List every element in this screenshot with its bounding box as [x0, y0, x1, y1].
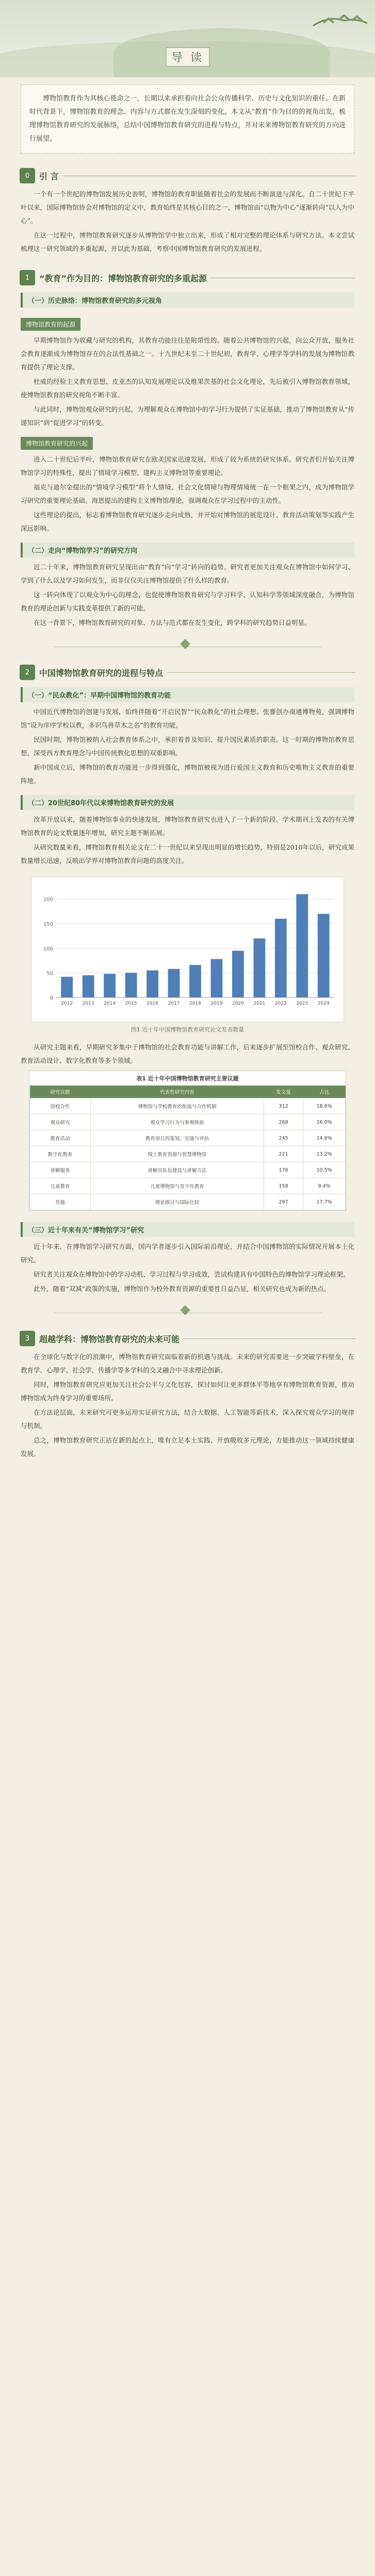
bar [61, 977, 73, 997]
paragraph: 此外，随着“双减”政策的实施，博物馆作为校外教育资源的重要性日益凸显，相关研究也成为新的热点。 [34, 1285, 331, 1293]
section-divider [54, 1309, 322, 1316]
paragraph: 这一转向体现了以观众为中心的理念，也促使博物馆教育研究与学习科学、认知科学等领域深度融合，为博物馆教育的理论创新与实践变革提供了新的可能。 [21, 591, 354, 612]
table-row [30, 1194, 346, 1210]
table-cell: 儿童教育 [30, 1178, 91, 1194]
paragraph: 进入二十世纪后半叶，博物馆教育研究在欧美国家迅速发展，形成了较为系统的研究体系。研究者们开始关注博物馆学习的特殊性，提出了情境学习模型、建构主义博物馆等重要理论。 [21, 455, 354, 477]
subsection-title: （三）近十年来有关“博物馆学习”研究 [21, 1222, 354, 1237]
chart-caption: 图1 近十年中国博物馆教育研究论文发表数量 [131, 1026, 244, 1033]
table-cell: 博物馆与学校教育的衔接与合作机制 [90, 1098, 264, 1114]
table-cell: 221 [264, 1146, 303, 1162]
table-row [30, 1098, 346, 1114]
table-cell: 245 [264, 1130, 303, 1146]
table-row [30, 1162, 346, 1178]
intro-box: 博物馆教育作为其核心使命之一，长期以来承担着向社会公众传播科学、历史与文化知识的重任。在新时代背景下，博物馆教育的理念、内容与方式都在发生深刻的变化，本文从“教育”作为目的的视角出发，梳理博物馆教育研究的发展脉络，总结中国博物馆教育研究的进程与特点，并对未来博物馆教育研究的方向进行展望。 [21, 84, 354, 154]
x-tick-label: 2019 [210, 1001, 223, 1006]
bar [211, 959, 223, 997]
table-cell: 176 [264, 1162, 303, 1178]
x-tick-label: 2024 [317, 1001, 330, 1006]
x-tick-label: 2023 [296, 1001, 308, 1006]
bar [318, 914, 330, 997]
table-row [30, 1178, 346, 1194]
table-cell: 13.2% [303, 1146, 346, 1162]
x-tick-label: 2018 [189, 1001, 201, 1006]
table-cell: 线上教育资源与智慧博物馆 [90, 1146, 264, 1162]
paragraph: 杜威的经验主义教育思想、皮亚杰的认知发展理论以及维果茨基的社会文化理论，先后被引入博物馆教育领域，使博物馆教育的研究视角不断丰富。 [21, 378, 354, 399]
section-1-title: 1 “教育”作为目的：博物馆教育研究的多重起源 [20, 270, 355, 285]
paragraph: 改革开放以来，随着博物馆事业的快速发展，博物馆教育研究也进入了一个新的阶段。学术期刊上发表的有关博物馆教育的论文数量逐年增加，研究主题不断拓展。 [21, 816, 354, 837]
x-tick-label: 2022 [274, 1001, 287, 1006]
table-cell: 数字化教育 [30, 1146, 91, 1162]
x-tick-label: 2020 [232, 1001, 244, 1006]
paragraph: 福克与迪尔金提出的“情境学习模型”将个人情境、社会文化情境与物理情境统一在一个框架之内，成为博物馆学习研究的重要理论基础。海恩提出的建构主义博物馆理论，强调观众在学习过程中的主动性。 [21, 483, 354, 504]
subsection-title: （一）历史脉络：博物馆教育研究的多元视角 [21, 293, 354, 308]
y-tick-label: 100 [43, 946, 53, 952]
topic-tag: 博物馆教育研究的兴起 [21, 437, 93, 450]
bar [275, 919, 287, 997]
table-cell: 其他 [30, 1194, 91, 1210]
paragraph: 总之，博物馆教育研究正站在新的起点上，唯有立足本土实践、开放吸收多元理论，方能推动这一领域持续健康发展。 [21, 1436, 354, 1458]
table-cell: 9.4% [303, 1178, 346, 1194]
table-cell: 理论探讨与国际比较 [90, 1194, 264, 1210]
table-header: 发文量 [264, 1086, 303, 1098]
paragraph: 从研究主题来看，早期研究多集中于博物馆的社会教育功能与讲解工作，后来逐步扩展至馆校合作、观众研究、教育活动设计、数字化教育等多个领域。 [21, 1043, 354, 1064]
y-tick-label: 150 [43, 921, 53, 927]
subsection-title: （二）20世纪80年代以来博物馆教育研究的发展 [21, 795, 354, 810]
header-title: 导 读 [166, 47, 209, 66]
paragraph: 中国近代博物馆的创建与发展，始终伴随着“开启民智”“民众教化”的社会理想。张謇创办南通博物苑，强调博物馆“设为庠序学校以教，多识鸟兽草木之名”的教育功能。 [21, 708, 354, 729]
table-header: 代表性研究内容 [90, 1086, 264, 1098]
x-tick-label: 2015 [125, 1001, 137, 1006]
x-tick-label: 2021 [253, 1001, 266, 1006]
table-header: 研究议题 [30, 1086, 91, 1098]
x-tick-label: 2013 [82, 1001, 94, 1006]
paragraph: 民国时期，博物馆被纳入社会教育体系之中，承担着普及知识、提升国民素质的职责。这一时期的博物馆教育思想，深受西方教育理念与中国传统教化思想的双重影响。 [21, 736, 354, 757]
bar [83, 975, 94, 997]
paragraph: 同时，博物馆教育研究应更加关注社会公平与文化包容，探讨如何让更多群体平等地享有博物馆教育资源，推动博物馆成为终身学习的重要场所。 [21, 1381, 354, 1402]
table-row [30, 1130, 346, 1146]
bar-chart-svg [36, 882, 339, 1015]
section-0-title: 0 引 言 [20, 168, 355, 183]
paragraph: 在全球化与数字化的浪潮中，博物馆教育研究面临着新的机遇与挑战。未来的研究需要进一步突破学科壁垒，在教育学、心理学、社会学、传播学等多学科的交叉融合中寻求理论创新。 [21, 1353, 354, 1374]
paragraph: 近二十年来，博物馆教育研究呈现出由“教育”向“学习”转向的趋势。研究者更加关注观众在博物馆中如何学习、学到了什么以及学习如何发生，而非仅仅关注博物馆提供了什么样的教育。 [21, 563, 354, 584]
paragraph: 近十年来，在博物馆学习研究方面，国内学者逐步引入国际前沿理论，并结合中国博物馆的实际情况开展本土化研究。 [21, 1243, 354, 1264]
section-divider [54, 643, 322, 650]
topic-table [29, 1071, 346, 1211]
bar [168, 969, 180, 997]
table-row [30, 1146, 346, 1162]
table-cell: 馆校合作 [30, 1098, 91, 1114]
table-cell: 讲解员队伍建设与讲解方法 [90, 1162, 264, 1178]
table-row [30, 1114, 346, 1130]
table-cell: 16.0% [303, 1114, 346, 1130]
header-banner [0, 0, 375, 77]
bar [232, 951, 244, 997]
paragraph: 早期博物馆作为收藏与研究的机构，其教育功能往往是附带性的。随着公共博物馆的兴起，向公众开放、服务社会教育逐渐成为博物馆存在的合法性基础之一。十九世纪末至二十世纪初，教育学、心理学等学科的发展为博物馆教育提供了理论支撑。 [21, 336, 354, 371]
subsection-title: （一）“民众教化”：早期中国博物馆的教育功能 [21, 687, 354, 702]
y-tick-label: 50 [46, 971, 53, 977]
table-cell: 17.7% [303, 1194, 346, 1210]
x-tick-label: 2016 [146, 1001, 159, 1006]
table-cell: 观众学习行为与参观体验 [90, 1114, 264, 1130]
bar [296, 894, 308, 997]
topic-tag: 博物馆教育的起源 [21, 318, 80, 331]
paragraph: 在方法论层面，未来研究可更多运用实证研究方法，结合大数据、人工智能等新技术，深入探究观众学习的规律与机制。 [21, 1409, 354, 1430]
table-cell: 14.6% [303, 1130, 346, 1146]
section-2-title: 2 中国博物馆教育研究的进程与特点 [20, 665, 355, 680]
table-cell: 教育活动 [30, 1130, 91, 1146]
paragraph: 在这一背景下，博物馆教育研究的对象、方法与范式都在发生变化，跨学科的研究趋势日益明显。 [34, 619, 311, 626]
table-cell: 297 [264, 1194, 303, 1210]
table-cell: 讲解服务 [30, 1162, 91, 1178]
table-cell: 18.6% [303, 1098, 346, 1114]
paragraph: 在这一过程中，博物馆教育研究逐步从博物馆学中独立出来，形成了相对完整的理论体系与研究方法。本文尝试梳理这一研究领域的多重起源，并以此为基础，考察中国博物馆教育研究的发展进程。 [21, 231, 354, 252]
bar-chart [31, 877, 344, 1022]
table-cell: 教育项目的策划、实施与评估 [90, 1130, 264, 1146]
table-cell: 312 [264, 1098, 303, 1114]
table-cell: 158 [264, 1178, 303, 1194]
x-tick-label: 2014 [104, 1001, 116, 1006]
section-3-title: 3 超越学科：博物馆教育研究的未来可能 [20, 1331, 355, 1346]
bar [104, 974, 116, 997]
paragraph: 新中国成立后，博物馆的教育功能进一步得到强化，博物馆被视为进行爱国主义教育和历史唯物主义教育的重要阵地。 [21, 764, 354, 785]
pine-tree-icon [308, 5, 370, 46]
paragraph: 从研究数量来看，博物馆教育相关论文在二十一世纪以来呈现出明显的增长趋势，特别是2010年以后，研究成果数量增长迅速，反映出学界对博物馆教育问题的高度关注。 [21, 843, 354, 865]
paragraph: 这些理论的提出，标志着博物馆教育研究逐步走向成熟，并开始对博物馆的展览设计、教育活动策划等实践产生深远影响。 [21, 511, 354, 532]
bar [253, 938, 265, 997]
bar [189, 965, 201, 997]
table-cell: 观众研究 [30, 1114, 91, 1130]
paragraph: 与此同时，博物馆观众研究的兴起，为理解观众在博物馆中的学习行为提供了实证基础，推动了博物馆教育从“传递知识”到“促进学习”的转变。 [21, 405, 354, 427]
x-tick-label: 2017 [168, 1001, 180, 1006]
paragraph: 一个有一个世纪的博物馆发展历史表明，博物馆的教育职能随着社会的发展而不断演进与深化。自二十世纪下半叶以来，国际博物馆协会对博物馆的定义中，教育始终是其核心目的之一，博物馆由“以物为中心”逐渐转向“以人为中心”。 [21, 190, 354, 225]
y-tick-label: 200 [43, 897, 53, 903]
table-title: 表1 近十年中国博物馆教育研究主要议题 [136, 1075, 239, 1082]
bar [146, 971, 158, 998]
y-tick-label: 0 [50, 995, 53, 1001]
table-header: 占比 [303, 1086, 346, 1098]
table-cell: 10.5% [303, 1162, 346, 1178]
x-tick-label: 2012 [61, 1001, 73, 1006]
bar [125, 973, 137, 997]
table-cell: 268 [264, 1114, 303, 1130]
table-cell: 儿童博物馆与青少年教育 [90, 1178, 264, 1194]
paragraph: 研究者关注观众在博物馆中的学习动机、学习过程与学习成效，尝试构建具有中国特色的博物馆学习理论框架。 [34, 1270, 350, 1278]
subsection-title: （二）走向“博物馆学习”的研究方向 [21, 543, 354, 557]
